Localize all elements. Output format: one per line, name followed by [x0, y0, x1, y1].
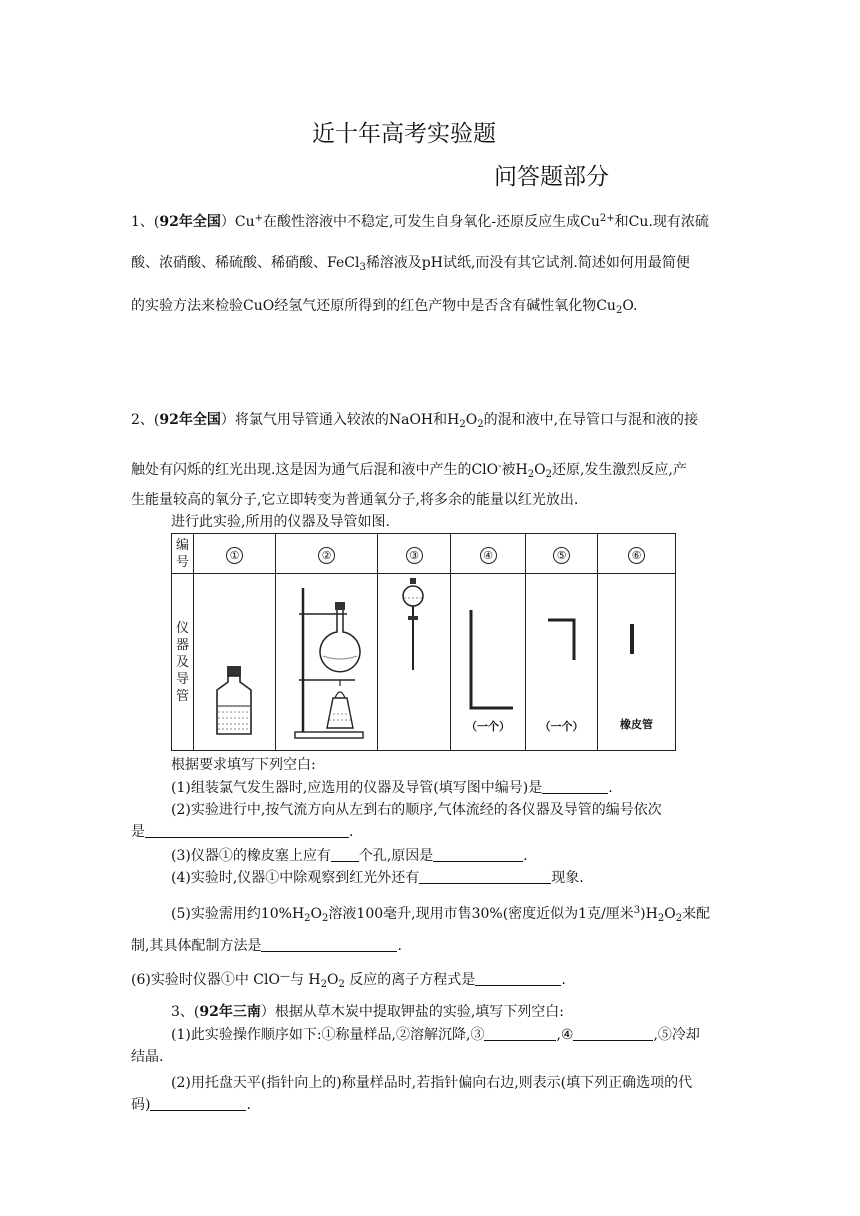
- answer-blank-q3-2[interactable]: [573, 1026, 653, 1041]
- caption-4: （一个）: [466, 720, 510, 733]
- q2-line2: 触处有闪烁的红光出现.这是因为通气后混和液中产生的ClO-被$H_2O_2$还原,发生激烈反应,产: [131, 461, 687, 480]
- q2-sub4: (4)实验时,仪器①中除观察到红光外还有 现象.: [171, 870, 584, 886]
- rubber-tube-icon: [598, 580, 676, 720]
- page-subtitle: 问答题部分: [494, 164, 609, 190]
- caption-6: 橡皮管: [620, 718, 653, 731]
- table-row-label: 仪器及导管: [172, 574, 194, 751]
- dropping-funnel-icon: [379, 574, 449, 746]
- q3-sub2: (2)用托盘天平(指针向上的)称量样品时,若指针偏向右边,则表示(填下列正确选项的代: [171, 1075, 693, 1091]
- table-num-6: ⑥: [598, 534, 676, 574]
- q3-sub1-cont: 结晶.: [131, 1049, 164, 1065]
- table-num-3: ③: [378, 534, 451, 574]
- answer-blank-q3-3[interactable]: [150, 1096, 246, 1111]
- answer-blank-1[interactable]: [542, 779, 608, 794]
- apparatus-1: [194, 574, 276, 751]
- apparatus-4: [451, 574, 526, 751]
- table-num-2: ②: [276, 534, 378, 574]
- q3-line1: 3、(92年三南）根据从草木炭中提取钾盐的实验,填写下列空白:: [171, 1004, 565, 1020]
- q1-line3: 的实验方法来检验CuO经氢气还原所得到的红色产物中是否含有碱性氧化物$Cu_2O$.: [131, 298, 638, 316]
- table-head-label: 编号: [172, 534, 194, 574]
- q3-sub1: (1)此实验操作顺序如下:①称量样品,②溶解沉降,③ ,④ ,⑤冷却: [171, 1027, 700, 1043]
- table-num-4: ④: [451, 534, 526, 574]
- answer-blank-5[interactable]: [261, 937, 397, 952]
- q2-sub3: (3)仪器①的橡皮塞上应有 个孔,原因是 .: [171, 848, 528, 864]
- q1-line2: 酸、浓硝酸、稀硫酸、稀硝酸、FeCl$_3$稀溶液及pH试纸,而没有其它试剂.简述如何用最简便: [131, 255, 690, 273]
- apparatus-2: [276, 574, 378, 751]
- caption-5: （一个）: [539, 720, 584, 733]
- q2-line3: 生能量较高的氧分子,它立即转变为普通氧分子,将多余的能量以红光放出.: [131, 492, 579, 508]
- table-num-5: ⑤: [526, 534, 598, 574]
- apparatus-6: [598, 574, 676, 751]
- flask-stand-icon: [277, 574, 377, 746]
- answer-blank-3a[interactable]: [331, 847, 359, 862]
- q2-prompt: 根据要求填写下列空白:: [171, 757, 316, 773]
- apparatus-5: [526, 574, 598, 751]
- q2-sub2-cont: 是 .: [131, 824, 354, 840]
- page-title: 近十年高考实验题: [312, 121, 496, 147]
- answer-blank-4[interactable]: [419, 869, 551, 884]
- q2-sub5: (5)实验需用约$10\%H_2O_2$溶液100毫升,现用市售30%(密度近似为1克/厘米$^3)H_2O_2$来配: [171, 905, 711, 924]
- table-num-1: ①: [194, 534, 276, 574]
- answer-blank-3b[interactable]: [433, 847, 523, 862]
- answer-blank-2[interactable]: [145, 823, 349, 838]
- q3-sub2-cont: 码) .: [131, 1097, 251, 1113]
- q1-line1: 1、(92年全国）Cu+在酸性溶液中不稳定,可发生自身氧化-还原反应生成$Cu^{2+}$和Cu.现有浓硫: [131, 213, 709, 230]
- answer-blank-q3-1[interactable]: [484, 1026, 556, 1041]
- l-tube-icon: [451, 580, 525, 720]
- gas-bottle-icon: [195, 574, 275, 746]
- q2-line1: 2、(92年全国）将氯气用导管通入较浓的NaOH和$H_2O_2$的混和液中,在导管口与混和液的接: [131, 412, 699, 430]
- apparatus-table: [171, 533, 676, 751]
- q2-sub6: (6)实验时仪器①中 ClO—与 $H_2O_2$ 反应的离子方程式是 .: [131, 971, 566, 990]
- q2-sub5-cont: 制,其具体配制方法是 .: [131, 938, 402, 954]
- q2-line4: 进行此实验,所用的仪器及导管如图.: [171, 514, 390, 530]
- q2-sub1: (1)组装氯气发生器时,应选用的仪器及导管(填写图中编号)是 .: [171, 780, 613, 796]
- answer-blank-6[interactable]: [475, 971, 561, 986]
- q2-sub2: (2)实验进行中,按气流方向从左到右的顺序,气体流经的各仪器及导管的编号依次: [171, 802, 662, 818]
- apparatus-3: [378, 574, 451, 751]
- bent-tube-icon: [526, 580, 598, 720]
